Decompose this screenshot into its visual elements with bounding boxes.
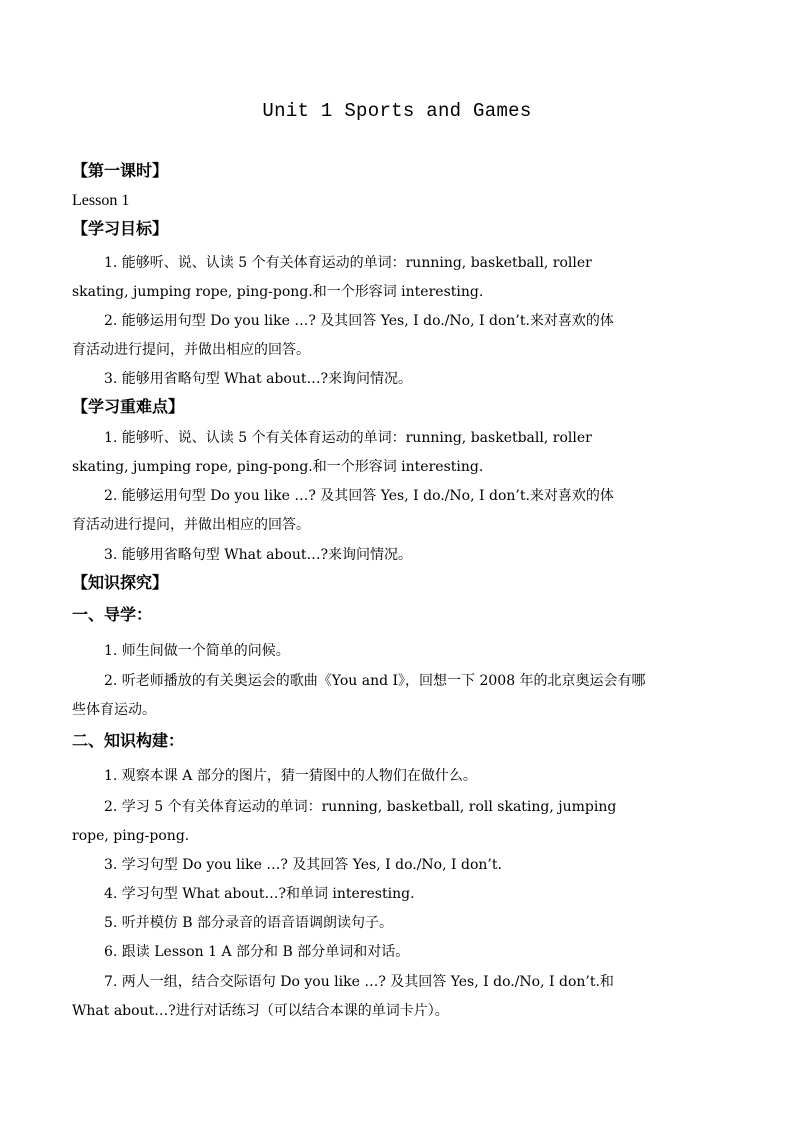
goal-item-1-line-1: 1. 能够听、说、认读 5 个有关体育运动的单词：running, basketball, roller: [104, 255, 592, 271]
key-item-1-line-1: 1. 能够听、说、认读 5 个有关体育运动的单词：running, basketball, roller: [104, 430, 592, 446]
goals-heading: 【学习目标】: [72, 219, 169, 238]
guide-heading: 一、导学：: [72, 605, 153, 624]
build-item-1: 1. 观察本课 A 部分的图片，猜一猜图中的人物们在做什么。: [104, 768, 477, 784]
build-item-2-line-1: 2. 学习 5 个有关体育运动的单词：running, basketball, roll skating, jumping: [104, 799, 617, 815]
guide-item-2-line-1: 2. 听老师播放的有关奥运会的歌曲《You and I》，回想一下 2008 年的北京奥运会有哪: [104, 673, 646, 689]
goal-item-2-line-2: 育活动进行提问，并做出相应的回答。: [72, 342, 310, 358]
build-item-6: 6. 跟读 Lesson 1 A 部分和 B 部分单词和对话。: [104, 944, 410, 960]
build-item-7-line-2: What about…?进行对话练习（可以结合本课的单词卡片）。: [72, 1003, 449, 1019]
key-item-1-line-2: skating, jumping rope, ping-pong.和一个形容词 interesting.: [72, 459, 484, 475]
key-points-heading: 【学习重难点】: [72, 397, 185, 416]
goal-item-2-line-1: 2. 能够运用句型 Do you like …? 及其回答 Yes, I do./No, I don’t.来对喜欢的体: [104, 313, 614, 329]
build-item-4: 4. 学习句型 What about…?和单词 interesting.: [104, 886, 415, 902]
build-item-7-line-1: 7. 两人一组，结合交际语句 Do you like …? 及其回答 Yes, I do./No, I don’t.和: [104, 974, 614, 990]
key-item-3: 3. 能够用省略句型 What about…?来询问情况。: [104, 547, 412, 563]
build-item-5: 5. 听并模仿 B 部分录音的语音语调朗读句子。: [104, 915, 393, 931]
guide-item-2-line-2: 些体育运动。: [72, 702, 156, 718]
document-title: Unit 1 Sports and Games: [262, 100, 532, 122]
build-item-3: 3. 学习句型 Do you like …? 及其回答 Yes, I do./No, I don’t.: [104, 857, 502, 873]
key-item-2-line-1: 2. 能够运用句型 Do you like …? 及其回答 Yes, I do./No, I don’t.来对喜欢的体: [104, 488, 614, 504]
explore-heading: 【知识探究】: [72, 573, 169, 592]
lesson-period-heading: 【第一课时】: [72, 161, 169, 180]
key-item-2-line-2: 育活动进行提问，并做出相应的回答。: [72, 517, 310, 533]
goal-item-1-line-2: skating, jumping rope, ping-pong.和一个形容词 interesting.: [72, 284, 484, 300]
build-item-2-line-2: rope, ping-pong.: [72, 828, 190, 844]
guide-item-1: 1. 师生间做一个简单的问候。: [104, 643, 290, 659]
build-heading: 二、知识构建：: [72, 731, 185, 750]
lesson-name: Lesson 1: [72, 192, 130, 209]
goal-item-3: 3. 能够用省略句型 What about…?来询问情况。: [104, 371, 412, 387]
